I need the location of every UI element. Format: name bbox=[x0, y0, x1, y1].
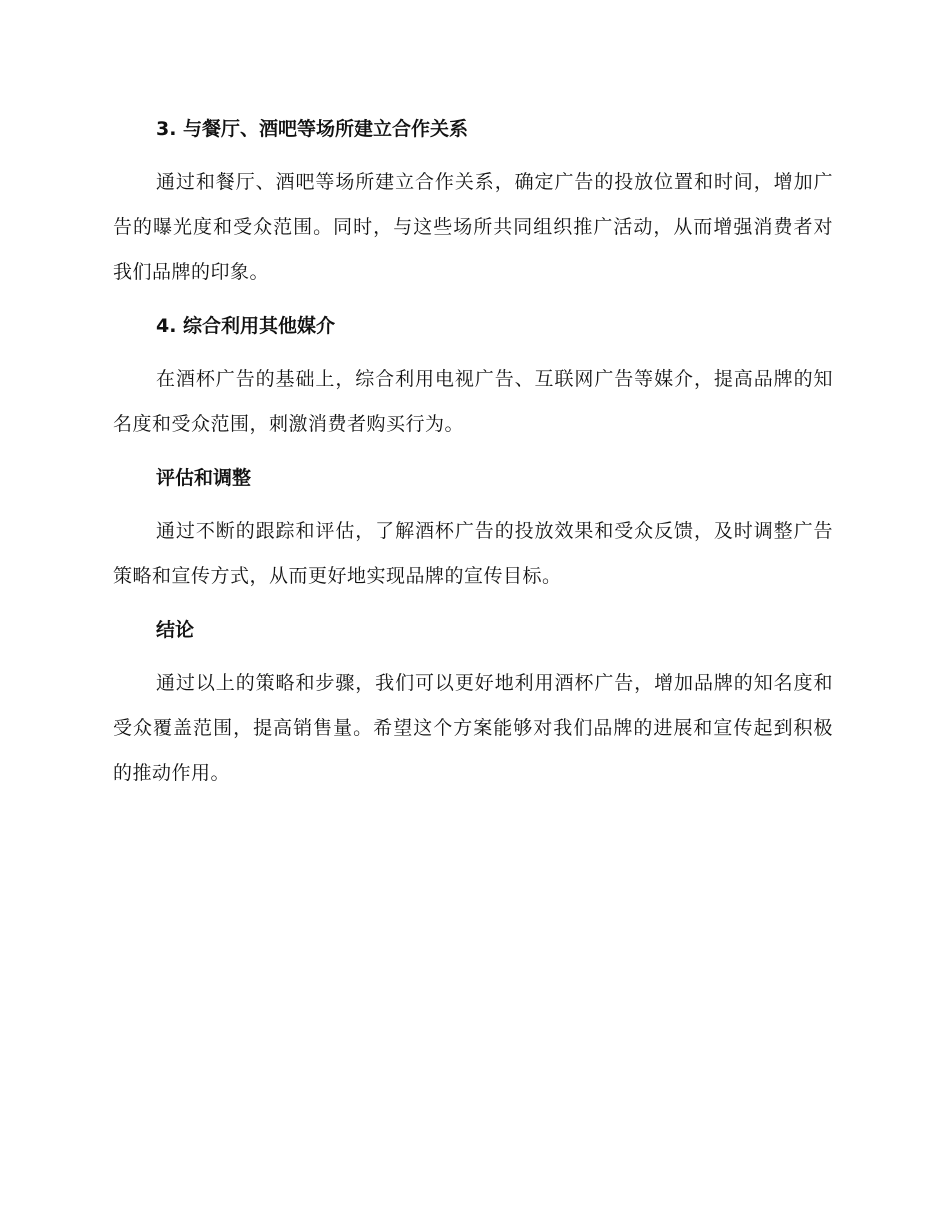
section-paragraph-partnerships: 通过和餐厅、酒吧等场所建立合作关系，确定广告的投放位置和时间，增加广告的曝光度和受众范围。同时，与这些场所共同组织推广活动，从而增强消费者对我们品牌的印象。 bbox=[113, 171, 833, 283]
section-heading-other-media: 4. 综合利用其他媒介 bbox=[156, 315, 336, 337]
section-paragraph-other-media: 在酒杯广告的基础上，综合利用电视广告、互联网广告等媒介，提高品牌的知名度和受众范围，刺激消费者购买行为。 bbox=[113, 368, 833, 435]
section-paragraph-evaluation: 通过不断的跟踪和评估，了解酒杯广告的投放效果和受众反馈，及时调整广告策略和宣传方式，从而更好地实现品牌的宣传目标。 bbox=[113, 520, 833, 587]
section-heading-evaluation: 评估和调整 bbox=[156, 467, 252, 489]
section-heading-conclusion: 结论 bbox=[156, 619, 195, 641]
section-paragraph-conclusion: 通过以上的策略和步骤，我们可以更好地利用酒杯广告，增加品牌的知名度和受众覆盖范围，提高销售量。希望这个方案能够对我们品牌的进展和宣传起到积极的推动作用。 bbox=[113, 672, 833, 784]
document-page bbox=[113, 112, 833, 810]
section-heading-partnerships: 3. 与餐厅、酒吧等场所建立合作关系 bbox=[156, 118, 469, 140]
